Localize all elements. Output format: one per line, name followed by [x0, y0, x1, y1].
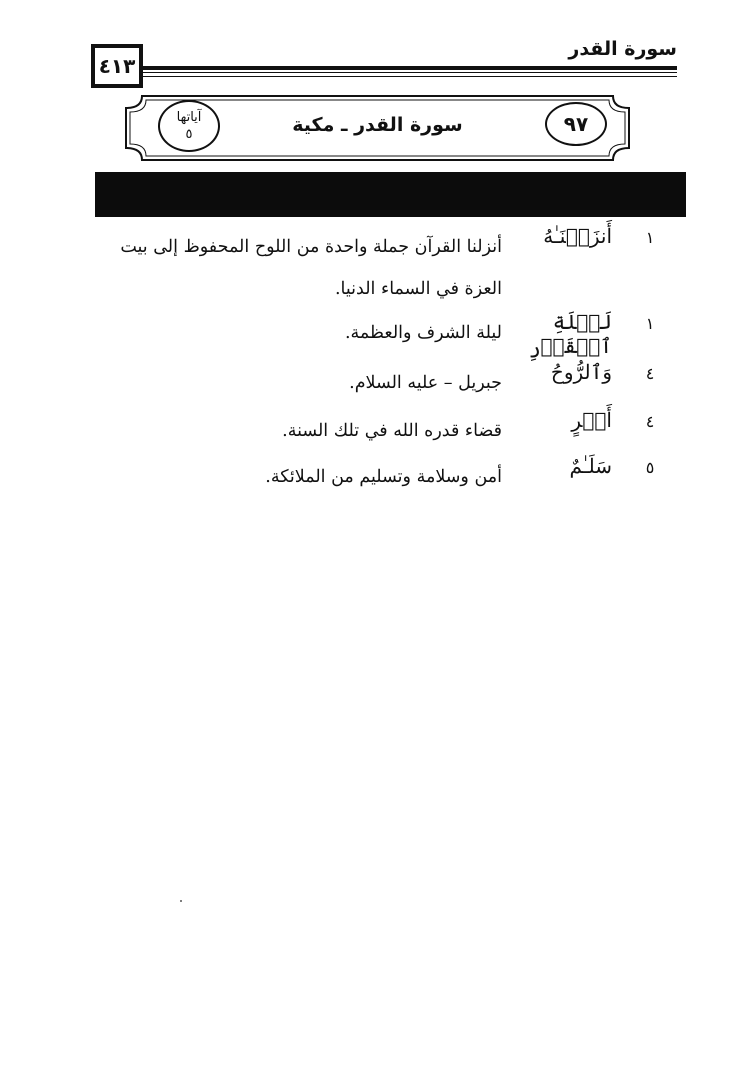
- verse-number: ٤: [645, 412, 655, 431]
- scan-speck: [180, 900, 182, 902]
- verse-number: ١: [645, 228, 655, 247]
- word-meaning: أنزلنا القرآن جملة واحدة من اللوح المحفوظ إلى بيت العزة في السماء الدنيا.: [120, 237, 502, 299]
- word-meaning: جبريل – عليه السلام.: [349, 373, 502, 393]
- verse-number: ١: [645, 314, 655, 333]
- header-rule-thin: [143, 76, 677, 77]
- word-meaning: أمن وسلامة وتسليم من الملائكة.: [265, 467, 502, 487]
- header-rule-thick: [143, 66, 677, 70]
- header-rule-thin: [143, 72, 677, 73]
- word-meaning: قضاء قدره الله في تلك السنة.: [282, 421, 502, 441]
- black-band: [95, 172, 686, 217]
- verse-number: ٥: [645, 458, 655, 477]
- glossary-row: [95, 360, 686, 404]
- surah-number-badge: ٩٧: [545, 102, 607, 146]
- surah-title: سورة القدر ـ مكية: [292, 114, 463, 136]
- running-header-surah-name: سورة القدر: [568, 38, 677, 60]
- glossary-row: [95, 224, 686, 314]
- glossary-row: [95, 408, 686, 452]
- quran-word: أَمۡرٍ: [571, 408, 612, 432]
- quran-word: لَيۡلَةِ ٱلۡقَدۡرِ: [528, 310, 612, 358]
- page-number: ٤١٣: [91, 44, 143, 88]
- glossary-row: [95, 454, 686, 498]
- verse-number: ٤: [645, 364, 655, 383]
- verses-label: آياتها: [176, 110, 202, 125]
- quran-word: وَٱلرُّوحُ: [550, 360, 612, 384]
- glossary-row: [95, 310, 686, 358]
- word-meaning: ليلة الشرف والعظمة.: [344, 323, 502, 343]
- quran-word: سَلَـٰمٌ: [569, 454, 612, 478]
- surah-title-frame: [120, 92, 635, 164]
- quran-word: أَنزَلۡنَـٰهُ: [543, 224, 612, 248]
- verses-count: ٥: [185, 127, 193, 142]
